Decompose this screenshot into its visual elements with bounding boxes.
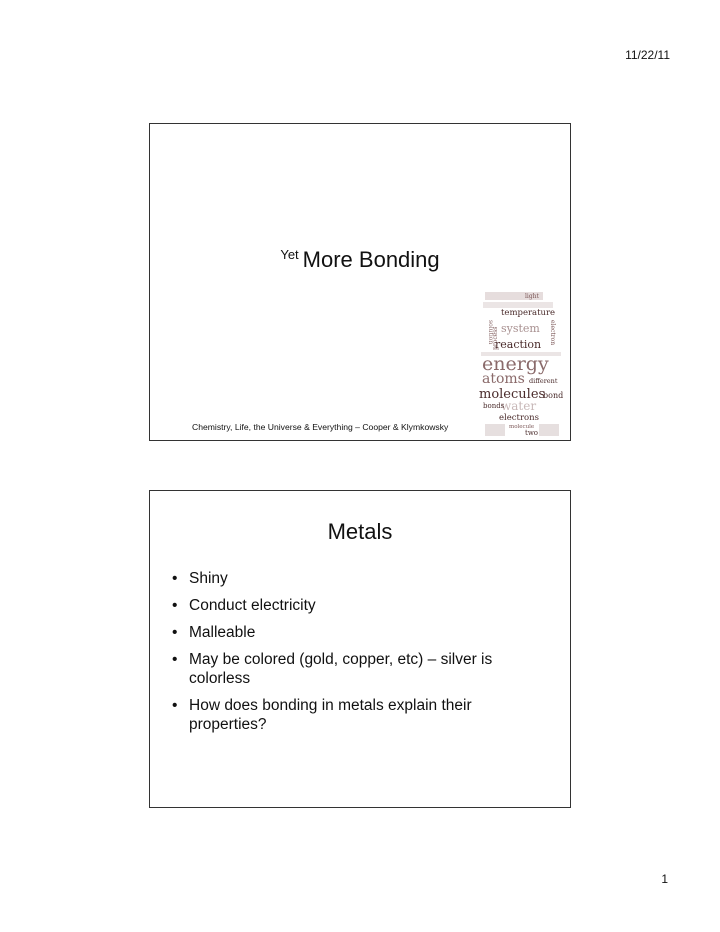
bullet-text: Conduct electricity xyxy=(189,597,316,614)
cloud-word-molecules: molecules xyxy=(479,387,546,402)
bullet-item: • Conduct electricity xyxy=(172,597,316,614)
bullet-text: How does bonding in metals explain their properties? xyxy=(189,697,472,733)
cloud-word-electrons: electrons xyxy=(499,413,539,423)
cloud-word-two: two xyxy=(525,429,539,437)
bullet-item: • Malleable xyxy=(172,624,256,641)
cloud-word-process: process xyxy=(492,326,499,350)
title-main: More Bonding xyxy=(302,247,440,272)
slide-2 xyxy=(149,490,571,808)
cloud-word-bond: bond xyxy=(543,391,564,400)
cloud-word-different: different xyxy=(529,377,558,385)
cloud-word-reaction: reaction xyxy=(495,338,542,351)
slide-1-footer: Chemistry, Life, the Universe & Everything – Cooper & Klymkowsky xyxy=(192,422,449,432)
slide-1 xyxy=(149,123,571,441)
cloud-word-temperature: temperature xyxy=(501,308,556,318)
cloud-word-bonds: bonds xyxy=(483,402,505,410)
cloud-word-atoms: atoms xyxy=(482,371,525,387)
bullet-list xyxy=(172,569,550,742)
bullet-item: • May be colored (gold, copper, etc) – silver is colorless xyxy=(172,651,493,687)
bullet-item: • Shiny xyxy=(172,570,228,587)
word-cloud-image xyxy=(479,290,565,438)
slide-1-title xyxy=(150,247,570,273)
bullet-text: Malleable xyxy=(189,624,256,641)
cloud-word-molecule: molecule xyxy=(509,424,535,430)
cloud-word-water: water xyxy=(501,399,537,413)
cloud-word-system: system xyxy=(501,322,540,335)
page-number: 1 xyxy=(661,872,668,886)
cloud-word-energy: energy xyxy=(482,353,549,375)
cloud-word-electron: electron xyxy=(549,320,556,346)
cloud-word-light: light xyxy=(525,293,539,300)
page-date: 11/22/11 xyxy=(625,48,670,62)
slide-2-title: Metals xyxy=(327,519,393,544)
title-prefix: Yet xyxy=(280,247,299,262)
cloud-word-solution: solution xyxy=(487,320,494,345)
bullet-item: • How does bonding in metals explain their properties? xyxy=(172,697,472,733)
bullet-text: May be colored (gold, copper, etc) – silver is colorless xyxy=(189,651,493,687)
bullet-text: Shiny xyxy=(189,570,228,587)
